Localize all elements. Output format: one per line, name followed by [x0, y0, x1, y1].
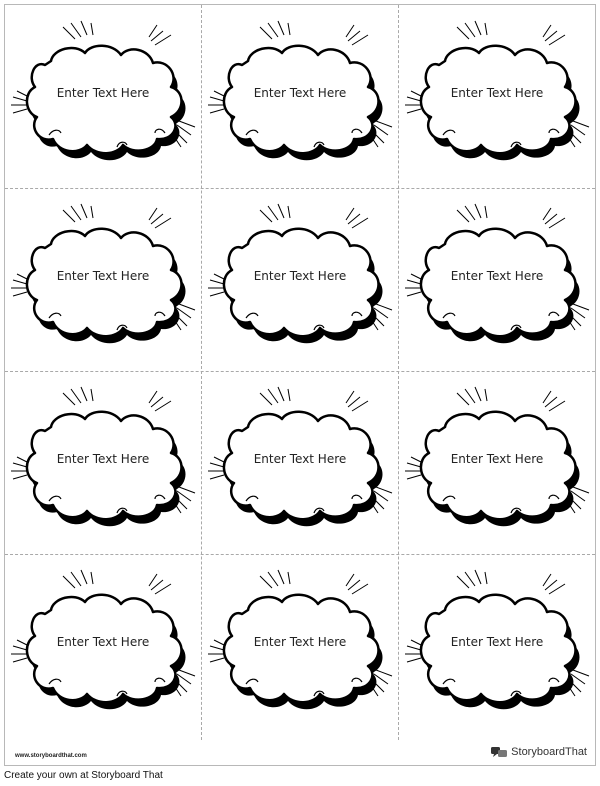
brand-name: StoryboardThat	[511, 746, 587, 758]
cloud-card[interactable]	[202, 554, 398, 737]
cloud-card[interactable]	[399, 554, 595, 737]
cloud-card[interactable]	[399, 188, 595, 371]
cloud-text[interactable]: Enter Text Here	[450, 85, 544, 100]
cloud-card[interactable]	[399, 371, 595, 554]
cloud-text[interactable]: Enter Text Here	[56, 634, 150, 649]
cloud-card[interactable]	[5, 371, 201, 554]
cloud-text[interactable]: Enter Text Here	[253, 451, 347, 466]
storyboardthat-logo-icon	[491, 746, 507, 758]
brand-logo-block[interactable]	[491, 746, 587, 758]
cloud-card[interactable]	[5, 5, 201, 188]
cloud-card[interactable]	[202, 371, 398, 554]
cloud-text[interactable]: Enter Text Here	[56, 451, 150, 466]
cloud-text[interactable]: Enter Text Here	[253, 634, 347, 649]
cloud-card[interactable]	[202, 188, 398, 371]
cloud-text[interactable]: Enter Text Here	[450, 268, 544, 283]
cloud-text[interactable]: Enter Text Here	[450, 634, 544, 649]
cloud-text[interactable]: Enter Text Here	[253, 268, 347, 283]
cloud-card[interactable]	[5, 188, 201, 371]
cloud-card[interactable]	[5, 554, 201, 737]
create-your-own-link[interactable]: Create your own at Storyboard That	[4, 770, 163, 781]
cloud-text[interactable]: Enter Text Here	[56, 85, 150, 100]
website-url: www.storyboardthat.com	[15, 753, 87, 759]
cloud-text[interactable]: Enter Text Here	[450, 451, 544, 466]
cloud-card[interactable]	[399, 5, 595, 188]
worksheet-sheet	[4, 4, 596, 766]
cloud-card[interactable]	[202, 5, 398, 188]
cloud-text[interactable]: Enter Text Here	[56, 268, 150, 283]
cloud-text[interactable]: Enter Text Here	[253, 85, 347, 100]
